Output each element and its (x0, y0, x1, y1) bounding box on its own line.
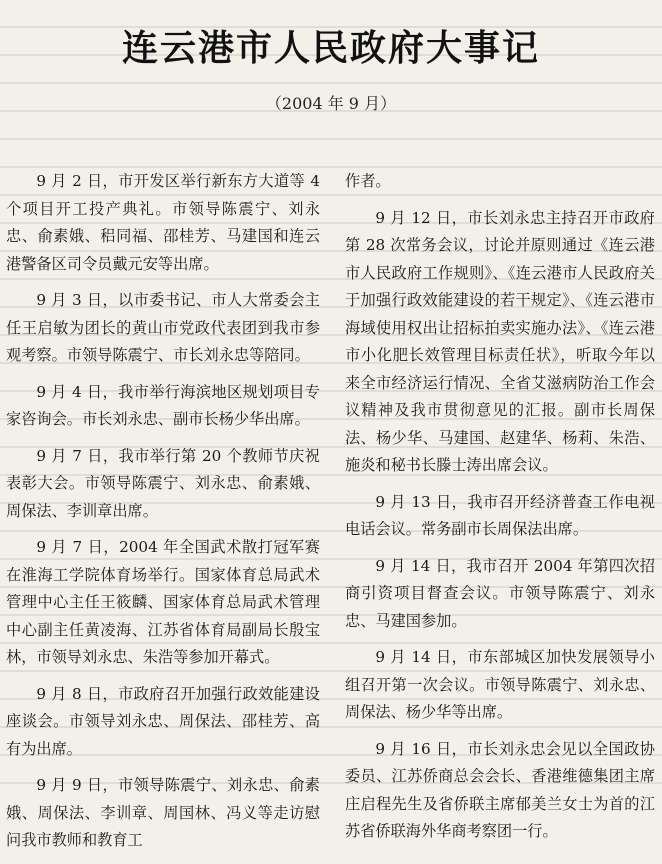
entry-paragraph: 9 月 16 日，市长刘永忠会见以全国政协委员、江苏侨商总会会长、香港维德集团主席庄启程先生及省侨联主席郁美兰女士为首的江苏省侨联海外华商考察团一行。 (345, 739, 655, 840)
entry-paragraph: 9 月 14 日，市东部城区加快发展领导小组召开第一次会议。市领导陈震宁、刘永忠、周保法、杨少华等出席。 (345, 648, 655, 721)
entry-paragraph: 9 月 9 日，市领导陈震宁、刘永忠、俞素娥、周保法、李训章、周国林、冯义等走访慰问我市教师和教育工 (6, 776, 320, 849)
entry-paragraph: 9 月 7 日，我市举行第 20 个教师节庆祝表彰大会。市领导陈震宁、刘永忠、俞素娥、周保法、李训章出席。 (6, 446, 320, 520)
page-title: 连云港市人民政府大事记 (121, 28, 540, 69)
entry-paragraph: 9 月 7 日，2004 年全国武术散打冠军赛在淮海工学院体育场举行。国家体育总局武术管理中心主任王筱麟、国家体育总局武术管理中心副主任黄凌海、江苏省体育局副局长殷宝林，市领导刘永忠、朱浩等参加开幕式。 (6, 538, 320, 666)
left-column (6, 168, 320, 864)
entry-paragraph: 9 月 2 日，市开发区举行新东方大道等 4 个项目开工投产典礼。市领导陈震宁、刘永忠、俞素娥、稆同福、邵桂芳、马建国和连云港警备区司令员戴元安等出席。 (6, 172, 320, 273)
entry-paragraph: 9 月 3 日，以市委书记、市人大常委会主任王启敏为团长的黄山市党政代表团到我市参观考察。市领导陈震宁、市长刘永忠等陪同。 (6, 291, 320, 364)
page-subtitle: （2004 年 9 月） (265, 94, 397, 113)
continuation-text: 作者。 (345, 172, 391, 190)
entry-paragraph: 9 月 4 日，我市举行海滨地区规划项目专家咨询会。市长刘永忠、副市长杨少华出席。 (6, 382, 320, 428)
entry-paragraph: 9 月 13 日，我市召开经济普查工作电视电话会议。常务副市长周保法出席。 (345, 492, 655, 538)
entry-paragraph: 9 月 8 日，市政府召开加强行政效能建设座谈会。市领导刘永忠、周保法、邵桂芳、高有为出席。 (6, 684, 320, 758)
right-column (345, 168, 655, 855)
entry-paragraph: 9 月 14 日，我市召开 2004 年第四次招商引资项目督查会议。市领导陈震宁、刘永忠、马建国参加。 (345, 556, 655, 630)
entry-paragraph: 9 月 12 日，市长刘永忠主持召开市政府第 28 次常务会议，讨论并原则通过《连云港市人民政府工作规则》、《连云港市人民政府关于加强行政效能建设的若干规定》、《连云港市海域使用权出让招标拍卖实施办法》、《连云港市小化肥长效管理目标责任状》，听取今年以来全市经济运行情况、全省艾滋病防治工作会议精神及我市贯彻意见的汇报。副市长周保法、杨少华、马建国、赵建华、杨莉、朱浩、施炎和秘书长滕士涛出席会议。 (345, 208, 655, 474)
